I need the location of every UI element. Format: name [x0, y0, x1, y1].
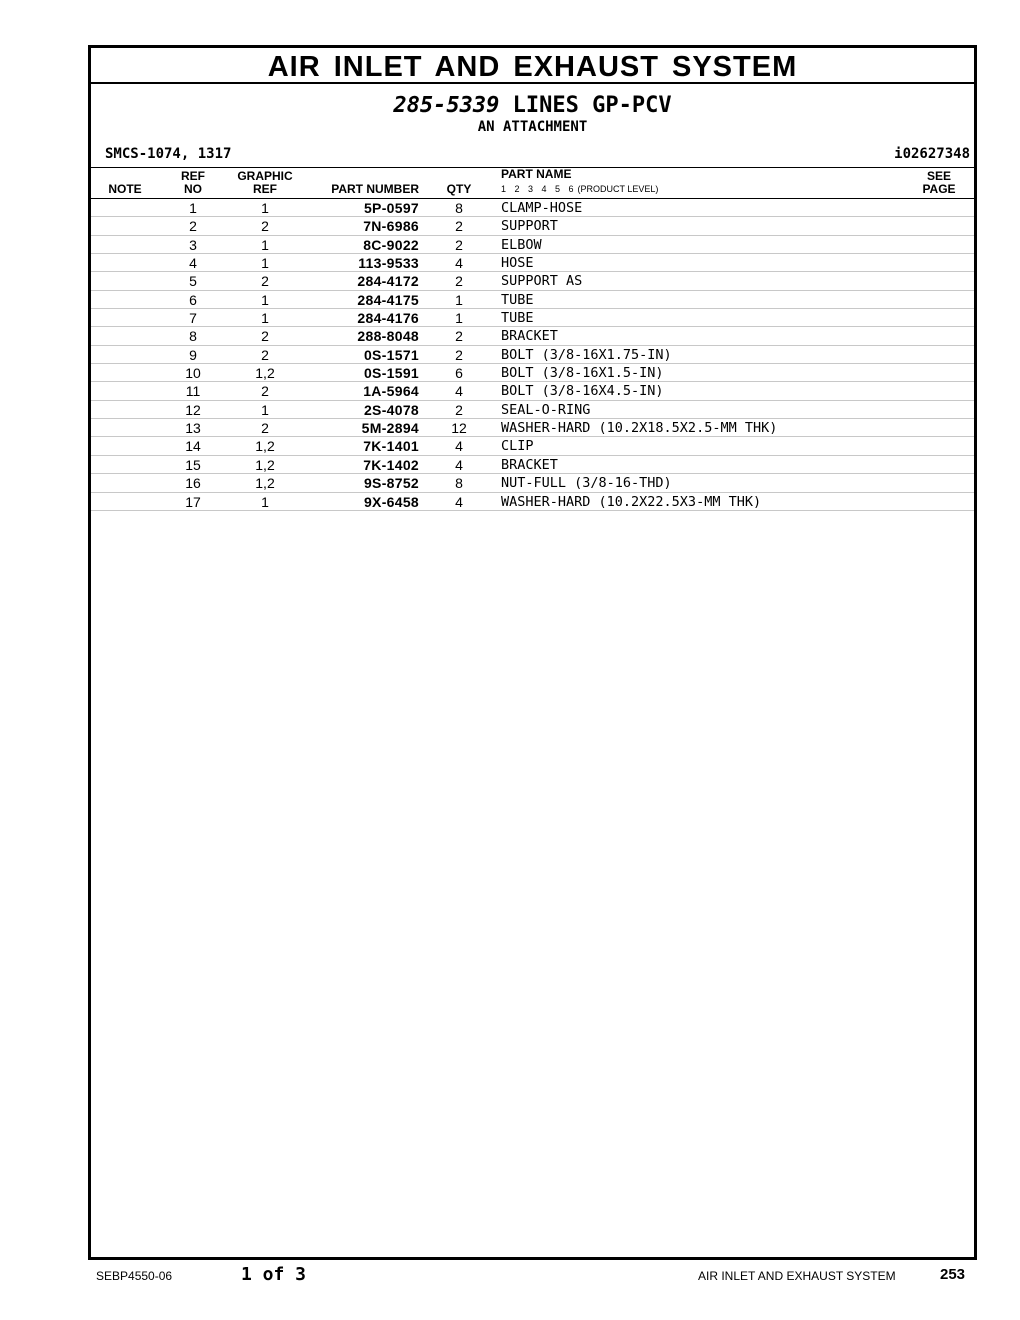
qty-cell: 2 [455, 401, 463, 418]
qty-cell: 8 [455, 200, 463, 216]
part-number-cell: 9S-8752 [363, 475, 419, 492]
qty-cell: 4 [455, 255, 463, 272]
part-number-cell: 113-9533 [358, 255, 419, 272]
ref-no-cell: 7 [189, 310, 197, 327]
group-part-name: LINES GP-PCV [512, 93, 672, 118]
part-number-cell: 7K-1401 [363, 438, 419, 455]
ref-no-cell: 3 [189, 236, 197, 253]
ref-no-cell: 14 [185, 438, 201, 455]
ref-no-cell: 1 [189, 200, 197, 216]
part-number-cell: 2S-4078 [363, 401, 419, 418]
graphic-ref-cell: 2 [261, 420, 269, 437]
graphic-ref-cell: 1 [261, 401, 269, 418]
ref-no-cell: 9 [189, 346, 197, 363]
ref-no-cell: 15 [185, 456, 201, 473]
qty-cell: 2 [455, 218, 463, 235]
part-number-cell: 288-8048 [357, 328, 419, 345]
smcs-code: SMCS-1074, 1317 [105, 146, 232, 162]
group-part-number: 285-5339 [393, 93, 500, 118]
smcs-row [91, 145, 974, 168]
ref-no-cell: 6 [189, 291, 197, 308]
ref-no-cell: 5 [189, 273, 197, 290]
qty-cell: 2 [455, 328, 463, 345]
table-row [91, 199, 974, 217]
header-see-top: SEE [926, 169, 951, 183]
header-part-number: PART NUMBER [331, 182, 419, 196]
part-name-cell: TUBE [501, 291, 534, 308]
part-number-cell: 7K-1402 [363, 456, 419, 473]
table-row [91, 217, 974, 235]
qty-cell: 12 [451, 420, 467, 437]
page-of: 1 of 3 [241, 1264, 307, 1285]
graphic-ref-cell: 2 [261, 383, 269, 400]
header-product-levels [501, 183, 911, 196]
table-row [91, 437, 974, 455]
footer-section-title: AIR INLET AND EXHAUST SYSTEM [698, 1269, 896, 1283]
part-name-cell: BRACKET [501, 328, 558, 345]
table-row [91, 364, 974, 382]
part-number-cell: 5P-0597 [363, 200, 419, 216]
table-row [91, 493, 974, 511]
graphic-ref-cell: 2 [261, 273, 269, 290]
page-number: 253 [940, 1266, 966, 1283]
ref-no-cell: 10 [185, 365, 201, 382]
part-number-cell: 0S-1571 [363, 346, 419, 363]
table-header [91, 168, 974, 199]
part-name-cell: SUPPORT [501, 218, 558, 235]
graphic-ref-cell: 1 [261, 255, 269, 272]
table-row [91, 456, 974, 474]
graphic-ref-cell: 1 [261, 291, 269, 308]
header-see-bottom: PAGE [922, 182, 956, 196]
part-name-cell: BOLT (3/8-16X1.75-IN) [501, 346, 672, 363]
part-number-cell: 8C-9022 [363, 236, 419, 253]
header-ref-top: REF [181, 169, 205, 183]
part-number-cell: 1A-5964 [363, 383, 419, 400]
qty-cell: 4 [455, 493, 463, 510]
table-row [91, 309, 974, 327]
part-name-cell: ELBOW [501, 236, 542, 253]
part-name-cell: SEAL-O-RING [501, 401, 591, 418]
table-row [91, 382, 974, 400]
qty-cell: 8 [455, 475, 463, 492]
page-footer [0, 1264, 1020, 1288]
part-name-cell: CLAMP-HOSE [501, 200, 583, 216]
part-name-cell: WASHER-HARD (10.2X22.5X3-MM THK) [501, 493, 762, 510]
table-row [91, 419, 974, 437]
product-level-label: (PRODUCT LEVEL) [577, 184, 659, 194]
part-number-cell: 0S-1591 [363, 365, 419, 382]
part-name-cell: WASHER-HARD (10.2X18.5X2.5-MM THK) [501, 420, 778, 437]
header-ref-bottom: NO [184, 182, 202, 196]
graphic-ref-cell: 1,2 [255, 438, 275, 455]
part-name-cell: TUBE [501, 310, 534, 327]
part-number-cell: 7N-6986 [363, 218, 419, 235]
ref-no-cell: 8 [189, 328, 197, 345]
part-name-cell: CLIP [501, 438, 534, 455]
qty-cell: 4 [455, 438, 463, 455]
table-row [91, 254, 974, 272]
part-name-cell: HOSE [501, 255, 534, 272]
qty-cell: 4 [455, 383, 463, 400]
header-qty: QTY [446, 182, 472, 196]
graphic-ref-cell: 1,2 [255, 365, 275, 382]
illustration-id: i02627348 [894, 146, 970, 162]
table-row [91, 272, 974, 290]
product-level-numbers: 1 2 3 4 5 6 [501, 184, 574, 194]
graphic-ref-cell: 1 [261, 200, 269, 216]
graphic-ref-cell: 1 [261, 493, 269, 510]
graphic-ref-cell: 1,2 [255, 475, 275, 492]
part-name-cell: SUPPORT AS [501, 273, 583, 290]
graphic-ref-cell: 1 [261, 236, 269, 253]
graphic-ref-cell: 2 [261, 328, 269, 345]
part-number-cell: 284-4175 [357, 291, 419, 308]
part-name-cell: NUT-FULL (3/8-16-THD) [501, 475, 672, 492]
group-title [91, 94, 974, 118]
ref-no-cell: 16 [185, 475, 201, 492]
qty-cell: 1 [455, 310, 463, 327]
qty-cell: 4 [455, 456, 463, 473]
part-number-cell: 9X-6458 [363, 493, 419, 510]
table-row [91, 291, 974, 309]
ref-no-cell: 13 [185, 420, 201, 437]
part-name-cell: BOLT (3/8-16X4.5-IN) [501, 383, 664, 400]
attachment-label: AN ATTACHMENT [477, 119, 588, 135]
table-row [91, 474, 974, 492]
qty-cell: 1 [455, 291, 463, 308]
graphic-ref-cell: 2 [261, 346, 269, 363]
ref-no-cell: 4 [189, 255, 197, 272]
part-number-cell: 284-4176 [357, 310, 419, 327]
qty-cell: 6 [455, 365, 463, 382]
table-row [91, 327, 974, 345]
qty-cell: 2 [455, 236, 463, 253]
part-number-cell: 5M-2894 [361, 420, 419, 437]
part-number-cell: 284-4172 [357, 273, 419, 290]
ref-no-cell: 2 [189, 218, 197, 235]
part-name-cell: BRACKET [501, 456, 558, 473]
graphic-ref-cell: 1 [261, 310, 269, 327]
ref-no-cell: 12 [185, 401, 201, 418]
header-part-name: PART NAME [501, 167, 572, 181]
table-row [91, 401, 974, 419]
table-row [91, 346, 974, 364]
header-note: NOTE [108, 182, 142, 196]
graphic-ref-cell: 1,2 [255, 456, 275, 473]
qty-cell: 2 [455, 346, 463, 363]
part-name-cell: BOLT (3/8-16X1.5-IN) [501, 365, 664, 382]
ref-no-cell: 17 [185, 493, 201, 510]
table-row [91, 236, 974, 254]
ref-no-cell: 11 [185, 383, 201, 400]
parts-table-body [91, 199, 974, 511]
header-graphic-top: GRAPHIC [237, 169, 293, 183]
header-graphic-bottom: REF [253, 182, 277, 196]
page-title: AIR INLET AND EXHAUST SYSTEM [91, 48, 974, 84]
page-frame [88, 45, 977, 1260]
qty-cell: 2 [455, 273, 463, 290]
graphic-ref-cell: 2 [261, 218, 269, 235]
document-number: SEBP4550-06 [96, 1269, 173, 1283]
